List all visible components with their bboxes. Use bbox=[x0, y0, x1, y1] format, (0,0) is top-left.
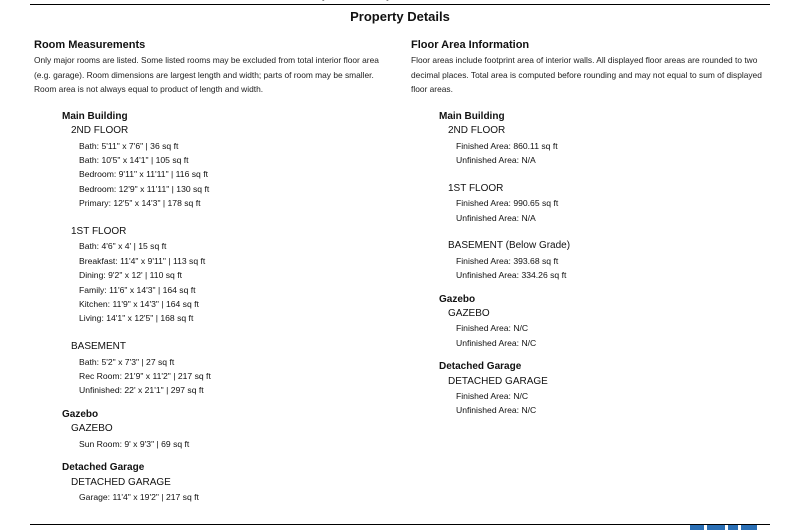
building-name: Main Building bbox=[439, 110, 505, 122]
top-divider bbox=[30, 4, 770, 5]
detail-list bbox=[71, 239, 394, 325]
detail-list bbox=[71, 490, 394, 504]
floor-area-row: Unfinished Area: N/A bbox=[456, 155, 536, 165]
building-name: Detached Garage bbox=[439, 361, 522, 373]
room-building-group bbox=[34, 461, 394, 504]
floor-group bbox=[439, 375, 777, 418]
floor-name: BASEMENT bbox=[71, 341, 127, 353]
room-dimension-row: Rec Room: 21'9" x 11'2" | 217 sq ft bbox=[79, 371, 211, 382]
detail-list bbox=[71, 437, 394, 451]
floor-name: BASEMENT (Below Grade) bbox=[448, 240, 571, 252]
room-dimension-row: Primary: 12'5" x 14'3" | 178 sq ft bbox=[79, 198, 201, 209]
detail-list bbox=[71, 355, 394, 398]
floor-name: 1ST FLOOR bbox=[448, 182, 504, 194]
floor-area-row: Unfinished Area: N/C bbox=[456, 405, 537, 416]
floor-area-row: Unfinished Area: N/A bbox=[456, 212, 536, 223]
floor-area-description: Floor areas include footprint area of interior walls. All displayed floor areas are rounded to two decimal places. Total area is computed before rounding and may not equal to sum of displayed floor areas. bbox=[411, 55, 762, 95]
floor-area-row: Finished Area: 393.68 sq ft bbox=[456, 255, 559, 266]
floor-name: 1ST FLOOR bbox=[71, 226, 127, 238]
floor-group bbox=[62, 422, 394, 451]
clipped-header-text bbox=[30, 0, 770, 2]
detail-list bbox=[448, 196, 777, 225]
room-dimension-row: Dining: 9'2" x 12' | 110 sq ft bbox=[79, 270, 182, 281]
bottom-divider bbox=[30, 524, 770, 525]
floor-group bbox=[439, 182, 777, 225]
room-dimension-row: Living: 14'1" x 12'5" | 168 sq ft bbox=[79, 313, 194, 324]
room-dimension-row: Bath: 4'6" x 4' | 15 sq ft bbox=[79, 241, 167, 252]
room-measurements-tree bbox=[34, 110, 394, 505]
floor-area-row: Unfinished Area: 334.26 sq ft bbox=[456, 270, 567, 281]
building-name: Gazebo bbox=[439, 293, 476, 305]
area-building-group bbox=[411, 293, 777, 351]
room-building-group bbox=[34, 110, 394, 398]
floor-name: GAZEBO bbox=[448, 308, 490, 320]
page-title: Property Details bbox=[350, 9, 450, 24]
room-dimension-row: Breakfast: 11'4" x 9'11" | 113 sq ft bbox=[79, 255, 206, 266]
area-building-group bbox=[411, 110, 777, 283]
room-dimension-row: Bath: 5'2" x 7'3" | 27 sq ft bbox=[79, 356, 175, 367]
room-measurements-section bbox=[34, 38, 394, 504]
floor-group bbox=[62, 340, 394, 398]
floor-group bbox=[439, 124, 777, 167]
floor-area-row: Unfinished Area: N/C bbox=[456, 337, 537, 348]
floor-group bbox=[62, 476, 394, 505]
room-dimension-row: Bedroom: 9'11" x 11'11" | 116 sq ft bbox=[79, 169, 208, 180]
floor-name: DETACHED GARAGE bbox=[448, 375, 548, 387]
room-dimension-row: Bath: 10'5" x 14'1" | 105 sq ft bbox=[79, 155, 189, 165]
clipped-header-fragment bbox=[320, 0, 391, 1]
floor-area-row: Finished Area: N/C bbox=[456, 323, 529, 334]
floor-group bbox=[62, 225, 394, 326]
room-dimension-row: Unfinished: 22' x 21'1" | 297 sq ft bbox=[79, 385, 204, 396]
detail-list bbox=[448, 254, 777, 283]
room-dimension-row: Bedroom: 12'9" x 11'11" | 130 sq ft bbox=[79, 183, 210, 194]
floor-area-row: Finished Area: 990.65 sq ft bbox=[456, 198, 559, 209]
floor-group bbox=[439, 307, 777, 350]
floor-area-section bbox=[411, 38, 777, 418]
detail-list bbox=[448, 389, 777, 418]
room-dimension-row: Sun Room: 9' x 9'3" | 69 sq ft bbox=[79, 438, 190, 449]
building-name: Main Building bbox=[62, 110, 128, 122]
building-name: Detached Garage bbox=[62, 462, 145, 474]
floor-name: 2ND FLOOR bbox=[71, 125, 129, 137]
floor-area-row: Finished Area: N/C bbox=[456, 391, 529, 402]
floor-name: 2ND FLOOR bbox=[448, 125, 506, 137]
detail-list bbox=[448, 321, 777, 350]
floor-area-row: Finished Area: 860.11 sq ft bbox=[456, 140, 558, 151]
room-dimension-row: Family: 11'6" x 14'3" | 164 sq ft bbox=[79, 284, 196, 295]
room-building-group bbox=[34, 408, 394, 451]
building-name: Gazebo bbox=[62, 408, 99, 420]
room-dimension-row: Bath: 5'11" x 7'6" | 36 sq ft bbox=[79, 140, 179, 151]
floor-area-tree bbox=[411, 110, 777, 418]
floor-group bbox=[439, 239, 777, 282]
room-dimension-row: Garage: 11'4" x 19'2" | 217 sq ft bbox=[79, 491, 199, 502]
floor-area-title: Floor Area Information bbox=[411, 39, 530, 51]
floor-name: DETACHED GARAGE bbox=[71, 476, 171, 488]
room-measurements-title: Room Measurements bbox=[34, 39, 146, 51]
brand-logo bbox=[690, 525, 770, 530]
room-measurements-description: Only major rooms are listed. Some listed rooms may be excluded from total interior floor area (e.g. garage). Room dimensions are largest length and width; parts of room may be smaller. Room area is not always equal to product of length and width. bbox=[34, 55, 379, 95]
room-dimension-row: Kitchen: 11'9" x 14'3" | 164 sq ft bbox=[79, 299, 199, 310]
area-building-group bbox=[411, 360, 777, 418]
floor-group bbox=[62, 124, 394, 210]
floor-name: GAZEBO bbox=[71, 423, 113, 435]
detail-list bbox=[71, 139, 394, 211]
detail-list bbox=[448, 139, 777, 168]
